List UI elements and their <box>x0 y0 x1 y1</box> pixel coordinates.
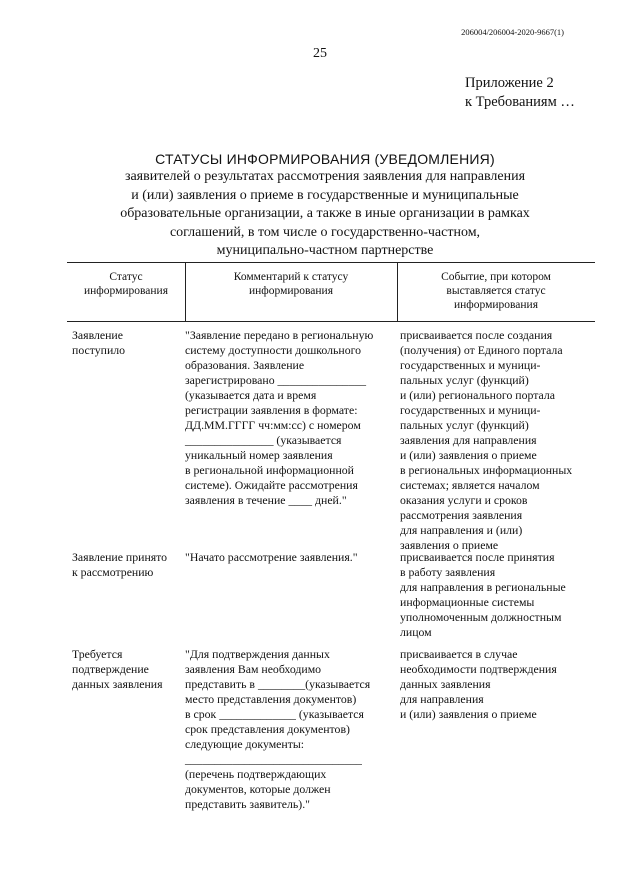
row-comment: "Начато рассмотрение заявления." <box>185 550 358 564</box>
title-main: СТАТУСЫ ИНФОРМИРОВАНИЯ (УВЕДОМЛЕНИЯ) <box>155 151 495 167</box>
header-comment: Комментарий к статусу информирования <box>233 271 349 297</box>
header-event: Событие, при котором выставляется статус информирования <box>441 271 551 311</box>
appendix-reference <box>465 74 575 112</box>
status-table <box>67 262 595 811</box>
row-event: присваивается после создания (получения) от Единого портала государственных и муници- пальных услуг (функций) и (или) регионального портала государственных и муници- пальных услуг (функций) заявления для направления и (или) заявления о приеме в региональных информационных системах; является началом оказания услуги и сроков рассмотрения заявления для направления и (или) заявления о приеме <box>400 328 573 552</box>
page-number: 25 <box>313 46 327 61</box>
appendix-line-1: Приложение 2 <box>465 75 554 91</box>
row-status: Заявление поступило <box>72 328 126 357</box>
document-title <box>95 150 555 261</box>
table-header <box>67 262 595 322</box>
row-event: присваивается после принятия в работу заявления для направления в региональные информационные системы уполномоченным должностным лицом <box>400 550 566 639</box>
row-event: присваивается в случае необходимости подтверждения данных заявления для направления и (или) заявления о приеме <box>400 647 557 721</box>
appendix-line-2: к Требованиям … <box>465 94 575 110</box>
title-subtitle: заявителей о результатах рассмотрения заявления для направления и (или) заявления о приеме в государственные и муниципальные образовательные организации, а также в иные организации в рамках соглашений, в том числе о государственно-частном, муниципально-частном партнерстве <box>120 169 530 258</box>
row-status: Требуется подтверждение данных заявления <box>72 647 163 691</box>
row-comment: "Для подтверждения данных заявления Вам необходимо представить в ________(указывается место представления документов) в срок _____________ (указывается срок представления документов) следующие документы: ______________________________ (перечень подтверждающих документов, которые должен представить заявитель)." <box>185 647 371 811</box>
header-status: Статус информирования <box>84 271 168 297</box>
row-comment: "Заявление передано в региональную систему доступности дошкольного образования. Заявление зарегистрировано _______________ (указывается дата и время регистрации заявления в формате: ДД.ММ.ГГГГ чч:мм:сс) с номером _______________ (указывается уникальный номер заявления в региональной информационной системе). Ожидайте рассмотрения заявления в течение ____ дней." <box>185 328 374 507</box>
document-id: 206004/206004-2020-9667(1) <box>461 27 564 37</box>
row-status: Заявление принято к рассмотрению <box>72 550 168 579</box>
